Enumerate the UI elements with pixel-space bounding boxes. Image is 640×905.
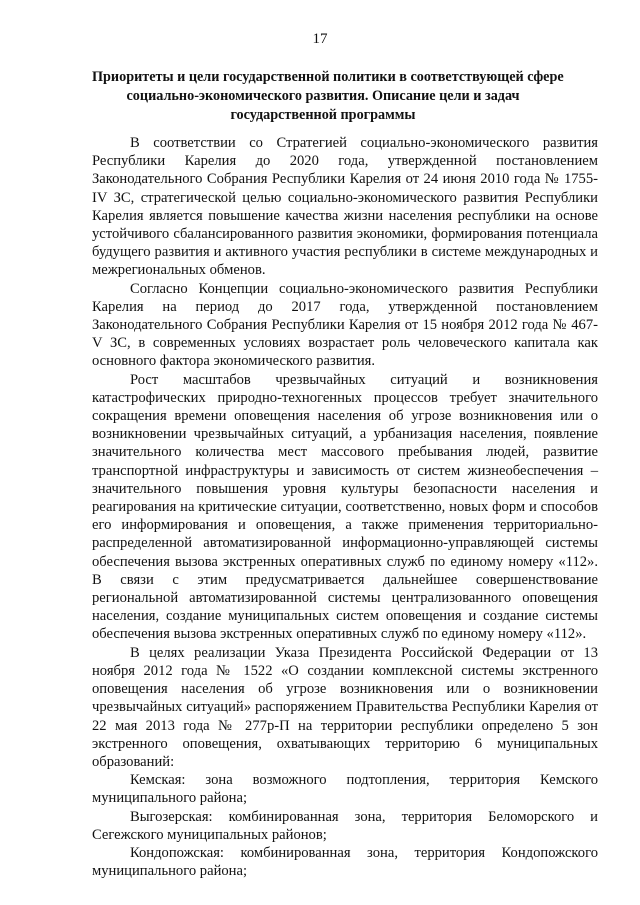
heading-line-1: Приоритеты и цели государственной политики в соответствующей сфере xyxy=(92,69,564,85)
page-number: 17 xyxy=(312,31,328,47)
paragraph-concept: Согласно Концепции социально-экономического развития Республики Карелия на период до 2017 года, утвержденной постановлением Законодательного Собрания Республики Карелия от 15 ноября 2012 года № 467-V ЗС, в современных условиях возрастает роль человеческого капитала как основного фактора экономического развития. xyxy=(92,280,598,370)
list-item-kondopozhskaya: Кондопожская: комбинированная зона, территория Кондопожского муниципального района; xyxy=(92,844,598,880)
heading-line-3: государственной программы xyxy=(230,107,416,123)
heading-line-2: социально-экономического развития. Описание цели и задач xyxy=(126,88,520,104)
paragraph-emergency: Рост масштабов чрезвычайных ситуаций и возникновения катастрофических природно-техногенных процессов требует значительного сокращения времени оповещения населения об угрозе возникновения или о возникновении чрезвычайных ситуаций, а урбанизация населения, появление значительного количества мест массового пребывания людей, развитие транспортной инфраструктуры и зависимость от систем жизнеобеспечения – значительного повышения уровня культуры безопасности населения и реагирования на критические ситуации, соответственно, новых форм и способов его информирования и оповещения, а также применения территориально-распределенной автоматизированной информационно-управляющей системы обеспечения вызова экстренных оперативных служб по единому номеру «112». В связи с этим предусматривается дальнейшее совершенствование региональной автоматизированной системы централизованного оповещения населения, создание муниципальных систем оповещения и создание системы обеспечения вызова экстренных оперативных служб по единому номеру «112». xyxy=(92,371,598,643)
list-item-vygozerskaya: Выгозерская: комбинированная зона, территория Беломорского и Сегежского муниципальных районов; xyxy=(92,808,598,843)
section-heading xyxy=(92,68,564,125)
paragraph-decree: В целях реализации Указа Президента Российской Федерации от 13 ноября 2012 года № 1522 «О создании комплексной системы экстренного оповещения населения об угрозе возникновения или о возникновении чрезвычайных ситуаций» распоряжением Правительства Республики Карелия от 22 мая 2013 года № 277р-П на территории республики определено 5 зон экстренного оповещения, охватывающих территорию 6 муниципальных образований: xyxy=(92,644,598,770)
list-item-kemskaya: Кемская: зона возможного подтопления, территория Кемского муниципального района; xyxy=(92,772,598,807)
paragraph-strategy: В соответствии со Стратегией социально-экономического развития Республики Карелия до 2020 года, утвержденной постановлением Законодательного Собрания Республики Карелия от 24 июня 2010 года № 1755-IV ЗС, стратегической целью социально-экономического развития Республики Карелия является повышение качества жизни населения республики на основе устойчивого сбалансированного развития экономики, формирования потенциала будущего развития и активного участия республики в системе международных и межрегиональных обменов. xyxy=(92,135,598,279)
body-text xyxy=(92,134,598,880)
